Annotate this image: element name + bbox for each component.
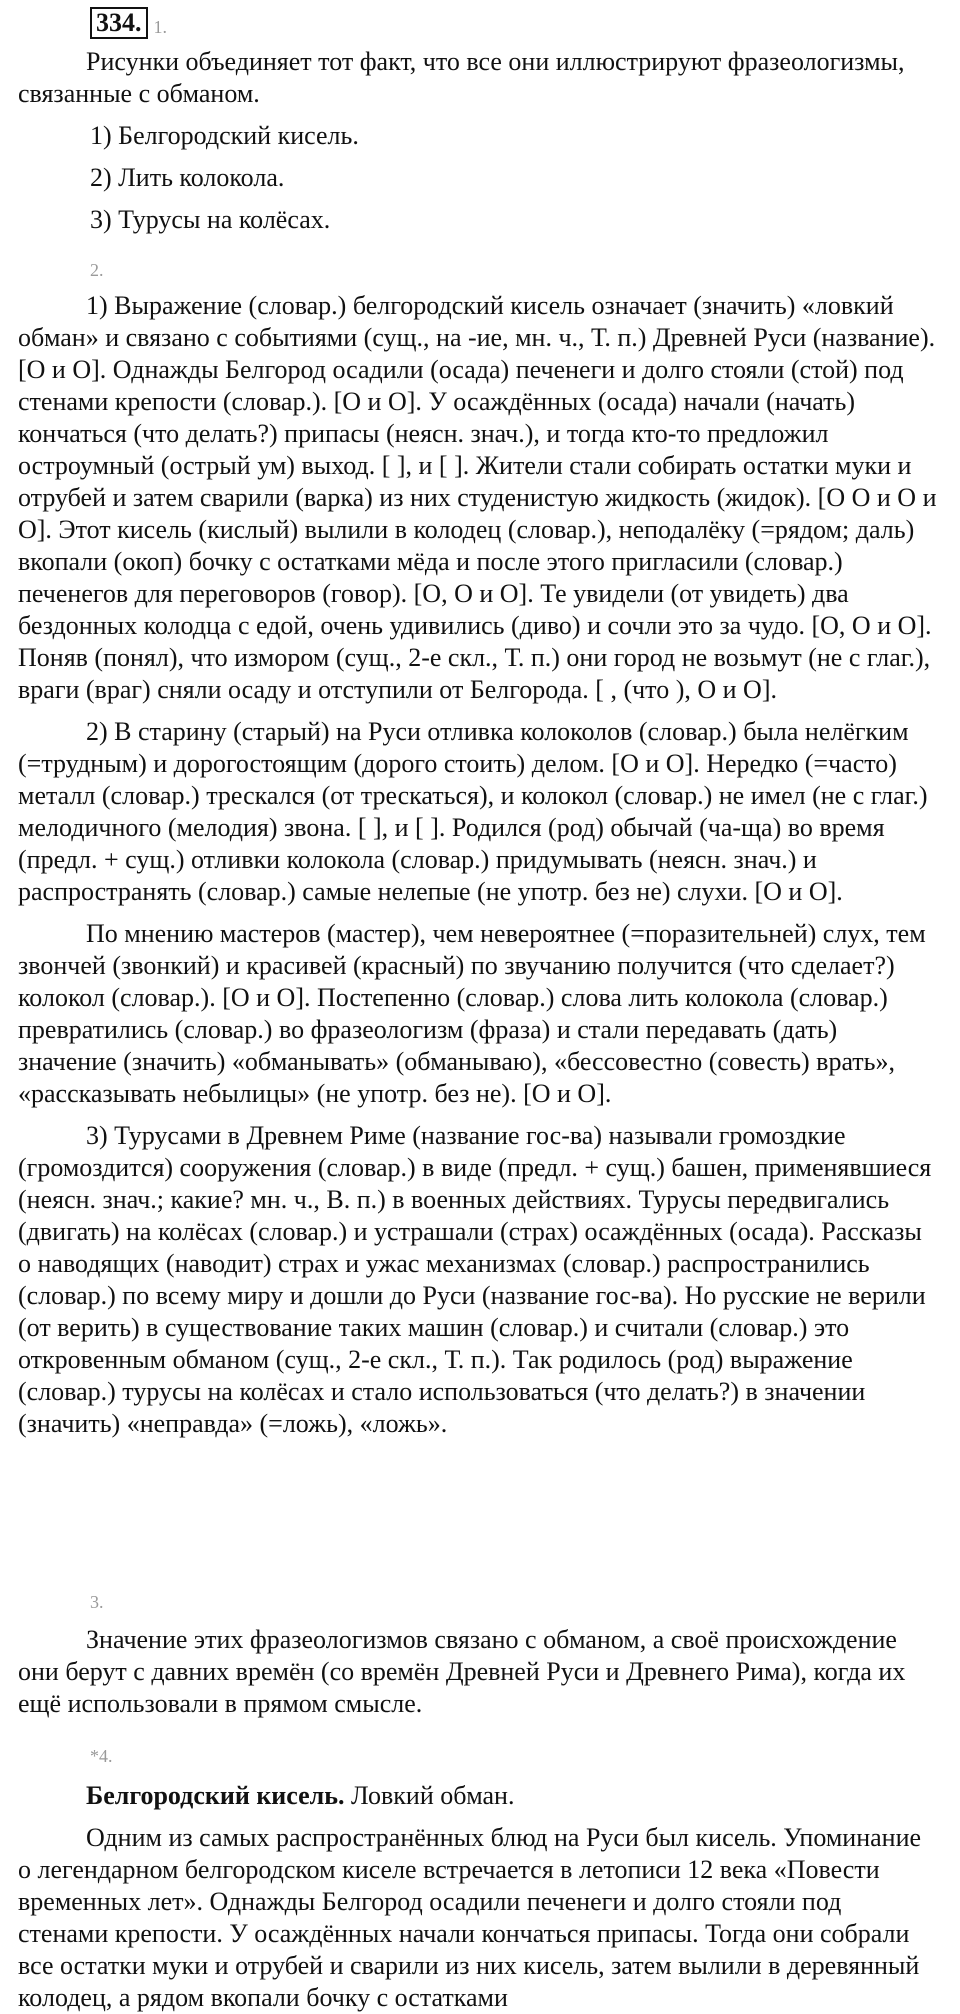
part-4-text: Одним из самых распространённых блюд на Руси был кисель. Упоминание о легендарном белгородском киселе встречается в летописи 12 века «Повести временных лет». Однажды Белгород осадили печенеги и долго стояли под стенами крепости. У осаждённых начали кончаться припасы. Тогда они собрали все остатки муки и отрубей и сварили из них кисель, затем вылили в деревянный колодец, а рядом вкопали бочку с остатками (18, 1823, 922, 2012)
part-2-paragraph-2: 2) В старину (старый) на Руси отливка колоколов (словар.) была нелёгким (=трудным) и дорогостоящим (дорого стоить) делом. [О и О]. Нередко (=часто) металл (словар.) трескался (от трескаться), и колокол (словар.) не имел (не с глаг.) мелодичного (мелодия) звона. [ ], и [ ]. Родился (род) обычай (ча-ща) во время (предл. + сущ.) отливки колокола (словар.) придумывать (неясн. знач.) и распространять (словар.) самые нелепые (не употр. без не) слухи. [О и О]. (18, 717, 928, 906)
part-4-heading-rest: Ловкий обман. (344, 1781, 515, 1810)
section-number-4-block (18, 1738, 938, 1770)
part-3 (18, 1624, 938, 1720)
part-2-paragraph-3: По мнению мастеров (мастер), чем невероятнее (=поразительней) слух, тем звончей (звонкий) и красивей (красный) по звучанию получится (что сделает?) колокол (словар.). [О и О]. Постепенно (словар.) слова лить колокола (словар.) превратились (словар.) во фразеологизм (фраза) и стали передавать (дать) значение (значить) «обманывать» (обманываю), «бессовестно (совесть) врать», «рассказывать небылицы» (не употр. без не). [О и О]. (18, 919, 926, 1108)
part-3-text: Значение этих фразеологизмов связано с обманом, а своё происхождение они берут с давних времён (со времён Древней Руси и Древнего Рима), когда их ещё использовали в прямом смысле. (18, 1625, 906, 1718)
part-4-heading (18, 1780, 938, 1812)
part-2-paragraph-4: 3) Турусами в Древнем Риме (название гос-ва) называли громоздкие (громоздится) сооружения (словар.) в виде (предл. + сущ.) башен, применявшиеся (неясн. знач.; какие? мн. ч., В. п.) в военных действиях. Турусы передвигались (двигать) на колёсах (словар.) и устрашали (страх) осаждённых (осада). Рассказы о наводящих (наводит) страх и ужас механизмах (словар.) распространились (словар.) по всему миру и дошли до Руси (название гос-ва). Но русские не верили (от верить) в существование таких машин (словар.) и считали (словар.) это откровенным обманом (сущ., 2-е скл., Т. п.). Так родилось (род) выражение (словар.) турусы на колёсах и стало использоваться (что делать?) в значении (значить) «неправда» (=ложь), «ложь». (18, 1121, 932, 1438)
section-number-4: *4. (90, 1746, 113, 1766)
part-1 (18, 46, 938, 236)
section-number-3: 3. (90, 1592, 104, 1612)
section-number-2-block (18, 252, 938, 284)
exercise-header (90, 6, 167, 40)
part-2 (18, 290, 938, 1440)
part-2-paragraph-1: 1) Выражение (словар.) белгородский кисель означает (значить) «ловкий обман» и связано с событиями (сущ., на -ие, мн. ч., Т. п.) Древней Руси (название). [О и О]. Однажды Белгород осадили (осада) печенеги и долго стояли (стой) под стенами крепости (словар.). [О и О]. У осаждённых (осада) начали (начать) кончаться (что делать?) припасы (неясн. знач.), и тогда кто-то предложил остроумный (острый ум) выход. [ ], и [ ]. Жители стали собирать остатки муки и отрубей и затем сварили (варка) из них студенистую жидкость (жидок). [О О и О и О]. Этот кисель (кислый) вылили в колодец (словар.), неподалёку (=рядом; даль) вкопали (окоп) бочку с остатками мёда и после этого пригласили (словар.) печенегов для переговоров (говор). [О, О и О]. Те увидели (от увидеть) два бездонных колодца с едой, очень удивились (диво) и сочли это за чудо. [О, О и О]. Поняв (понял), что измором (сущ., 2-е скл., Т. п.) они город не возьмут (не с глаг.), враги (враг) сняли осаду и отступили от Белгорода. [ , (что ), О и О]. (18, 291, 937, 704)
part-1-intro: Рисунки объединяет тот факт, что все они иллюстрируют фразеологизмы, связанные с обманом. (18, 47, 905, 108)
list-item: 3) Турусы на колёсах. (90, 205, 331, 234)
exercise-number: 334. (90, 7, 148, 39)
list-item: 1) Белгородский кисель. (90, 121, 359, 150)
list-item: 2) Лить колокола. (90, 163, 285, 192)
section-number-2: 2. (90, 260, 104, 280)
section-number-1: 1. (153, 17, 167, 37)
part-4 (18, 1780, 938, 2014)
section-number-3-block (18, 1584, 938, 1616)
part-4-heading-bold: Белгородский кисель. (86, 1781, 345, 1810)
